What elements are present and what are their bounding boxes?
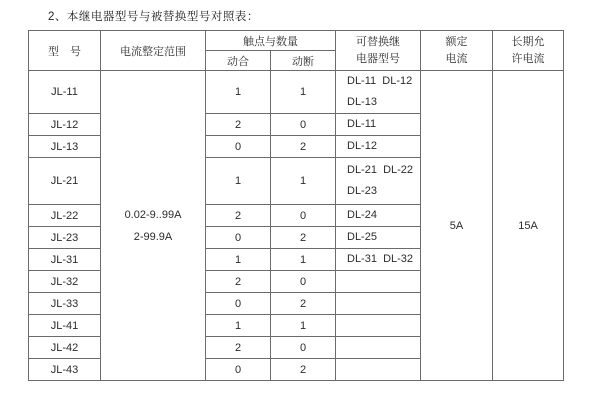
header-model: 型 号: [29, 31, 101, 71]
header-rated-line2: 电流: [445, 52, 468, 65]
relay-comparison-table: [28, 30, 564, 381]
nc-contacts-cell: 1: [271, 71, 336, 114]
no-contacts-cell: 0: [206, 136, 271, 158]
replaceable-line1: DL-11: [347, 118, 377, 130]
no-contacts-cell: 1: [206, 71, 271, 114]
header-longterm-line2: 许电流: [511, 52, 545, 65]
header-longterm-current: [493, 31, 564, 71]
model-cell: JL-22: [29, 205, 101, 227]
model-cell: JL-23: [29, 227, 101, 249]
header-replaceable-line2: 电器型号: [356, 52, 400, 65]
replaceable-cell: [336, 359, 421, 381]
replaceable-cell: [336, 249, 421, 271]
no-contacts-cell: 0: [206, 359, 271, 381]
header-row-1: [29, 31, 564, 51]
model-cell: JL-21: [29, 158, 101, 205]
nc-contacts-cell: 2: [271, 136, 336, 158]
no-contacts-cell: 1: [206, 158, 271, 205]
header-contacts-group: 触点与数量: [206, 31, 336, 51]
header-rated-current: [421, 31, 493, 71]
table-row: [29, 71, 564, 114]
replaceable-line1: DL-12: [347, 140, 377, 152]
replaceable-cell: [336, 315, 421, 337]
header-current-range: 电流整定范围: [101, 31, 206, 71]
model-cell: JL-31: [29, 249, 101, 271]
replaceable-cell: [336, 136, 421, 158]
replaceable-cell: [336, 271, 421, 293]
nc-contacts-cell: 0: [271, 114, 336, 136]
nc-contacts-cell: 2: [271, 359, 336, 381]
replaceable-line1: DL-11 DL-12: [347, 75, 413, 87]
replaceable-cell: [336, 71, 421, 114]
header-normally-closed: 动断: [271, 51, 336, 71]
replaceable-cell: [336, 337, 421, 359]
replaceable-cell: [336, 293, 421, 315]
model-cell: JL-43: [29, 359, 101, 381]
header-normally-open: 动合: [206, 51, 271, 71]
replaceable-cell: [336, 227, 421, 249]
replaceable-line2: DL-13: [347, 96, 377, 108]
no-contacts-cell: 1: [206, 315, 271, 337]
replaceable-line1: DL-25: [347, 231, 377, 243]
model-cell: JL-42: [29, 337, 101, 359]
header-replaceable-line1: 可替换继: [356, 35, 400, 48]
no-contacts-cell: 0: [206, 227, 271, 249]
nc-contacts-cell: 2: [271, 227, 336, 249]
replaceable-cell: [336, 205, 421, 227]
section-title: 2、本继电器型号与被替换型号对照表：: [48, 11, 259, 23]
model-cell: JL-41: [29, 315, 101, 337]
replaceable-cell: [336, 114, 421, 136]
nc-contacts-cell: 0: [271, 205, 336, 227]
nc-contacts-cell: 2: [271, 293, 336, 315]
replaceable-line1: DL-24: [347, 209, 377, 221]
nc-contacts-cell: 1: [271, 249, 336, 271]
rated-current-cell: 5A: [421, 71, 493, 381]
replaceable-cell: [336, 158, 421, 205]
current-range-line2: 2-99.9A: [133, 230, 173, 243]
no-contacts-cell: 2: [206, 205, 271, 227]
no-contacts-cell: 1: [206, 249, 271, 271]
longterm-current-cell: 15A: [493, 71, 564, 381]
model-cell: JL-12: [29, 114, 101, 136]
no-contacts-cell: 2: [206, 114, 271, 136]
nc-contacts-cell: 0: [271, 337, 336, 359]
model-cell: JL-11: [29, 71, 101, 114]
no-contacts-cell: 2: [206, 271, 271, 293]
no-contacts-cell: 0: [206, 293, 271, 315]
replaceable-line1: DL-21 DL-22: [347, 164, 414, 176]
no-contacts-cell: 2: [206, 337, 271, 359]
model-cell: JL-32: [29, 271, 101, 293]
model-cell: JL-13: [29, 136, 101, 158]
model-cell: JL-33: [29, 293, 101, 315]
replaceable-line1: DL-31 DL-32: [347, 253, 414, 265]
nc-contacts-cell: 1: [271, 315, 336, 337]
header-longterm-line1: 长期允: [511, 35, 545, 48]
replaceable-line2: DL-23: [347, 185, 377, 197]
nc-contacts-cell: 1: [271, 158, 336, 205]
nc-contacts-cell: 0: [271, 271, 336, 293]
header-rated-line1: 额定: [445, 35, 468, 48]
current-range-line1: 0.02-9..99A: [124, 208, 182, 221]
header-replaceable: [336, 31, 421, 71]
current-range-cell: [101, 71, 206, 381]
